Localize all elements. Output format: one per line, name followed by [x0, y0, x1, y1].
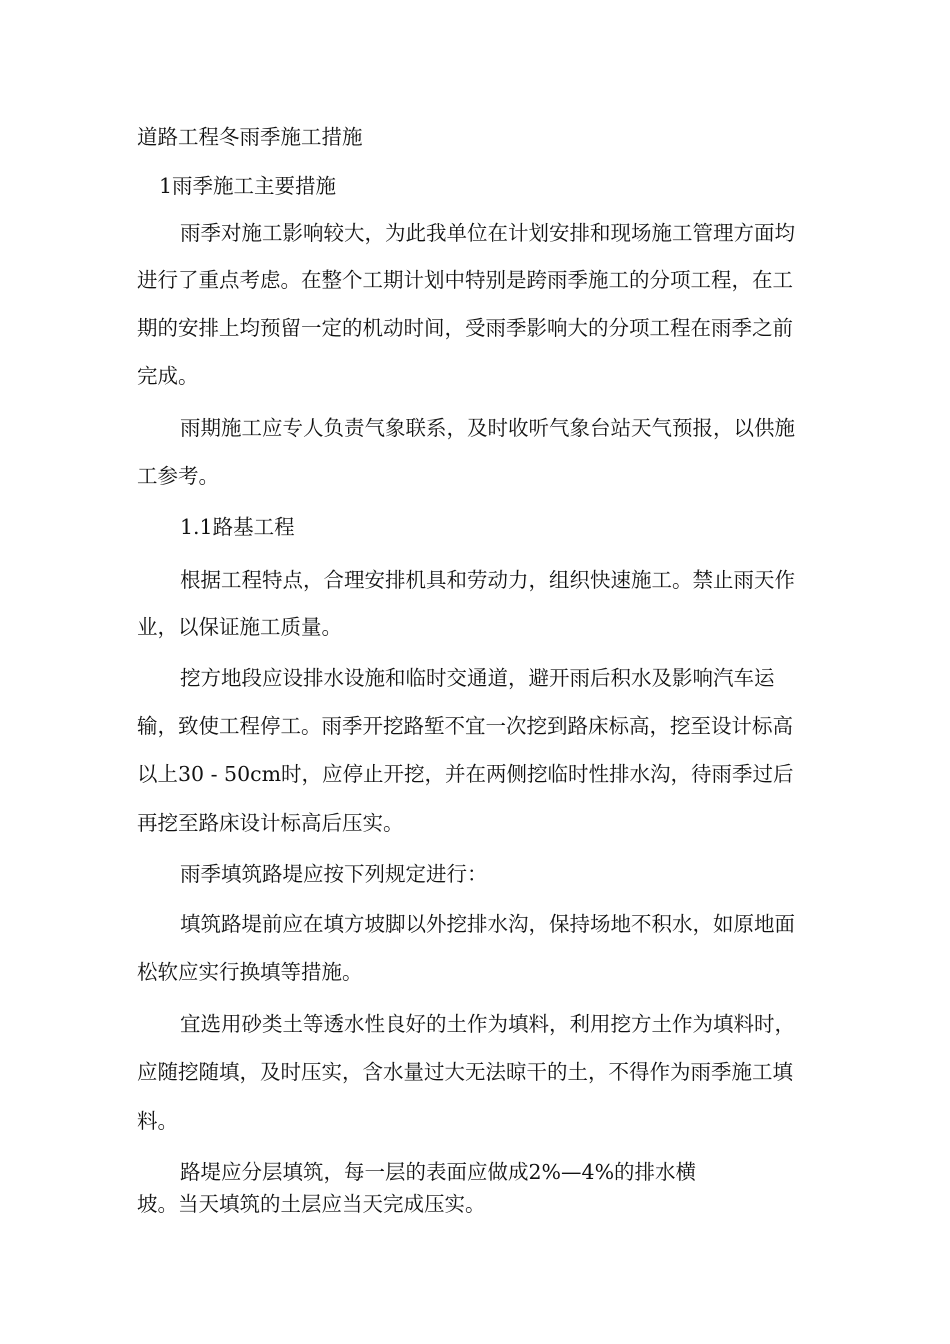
section-heading-subgrade: 1.1路基工程: [180, 515, 295, 539]
paragraph-line: 工参考。: [137, 464, 219, 488]
paragraph-line: 业，以保证施工质量。: [137, 615, 342, 639]
paragraph-line: 填筑路堤前应在填方坡脚以外挖排水沟，保持场地不积水，如原地面: [180, 912, 795, 936]
paragraph-line: 完成。: [137, 364, 199, 388]
section-heading-rainy-season: 1雨季施工主要措施: [159, 174, 337, 198]
paragraph-line: 松软应实行换填等措施。: [137, 960, 363, 984]
document-title: 道路工程冬雨季施工措施: [137, 125, 363, 149]
paragraph-line: 雨季对施工影响较大，为此我单位在计划安排和现场施工管理方面均: [180, 221, 795, 245]
paragraph-line: 输，致使工程停工。雨季开挖路堑不宜一次挖到路床标高，挖至设计标高: [137, 714, 793, 738]
paragraph-line: 应随挖随填，及时压实，含水量过大无法晾干的土，不得作为雨季施工填: [137, 1060, 793, 1084]
paragraph-line: 宜选用砂类土等透水性良好的土作为填料，利用挖方土作为填料时，: [180, 1012, 795, 1036]
paragraph-line: 雨期施工应专人负责气象联系，及时收听气象台站天气预报，以供施: [180, 416, 795, 440]
paragraph-line: 雨季填筑路堤应按下列规定进行：: [180, 862, 488, 886]
paragraph-line: 路堤应分层填筑，每一层的表面应做成2%—4%的排水横: [180, 1160, 697, 1184]
paragraph-line: 根据工程特点，合理安排机具和劳动力，组织快速施工。禁止雨天作: [180, 568, 795, 592]
paragraph-line: 坡。当天填筑的土层应当天完成压实。: [137, 1192, 486, 1216]
paragraph-line: 进行了重点考虑。在整个工期计划中特别是跨雨季施工的分项工程，在工: [137, 268, 793, 292]
paragraph-line: 再挖至路床设计标高后压实。: [137, 811, 404, 835]
paragraph-line: 期的安排上均预留一定的机动时间，受雨季影响大的分项工程在雨季之前: [137, 316, 793, 340]
paragraph-line: 料。: [137, 1109, 178, 1133]
paragraph-line: 以上30 - 50cm时，应停止开挖，并在两侧挖临时性排水沟，待雨季过后: [137, 762, 794, 786]
paragraph-line: 挖方地段应设排水设施和临时交通道，避开雨后积水及影响汽车运: [180, 666, 775, 690]
